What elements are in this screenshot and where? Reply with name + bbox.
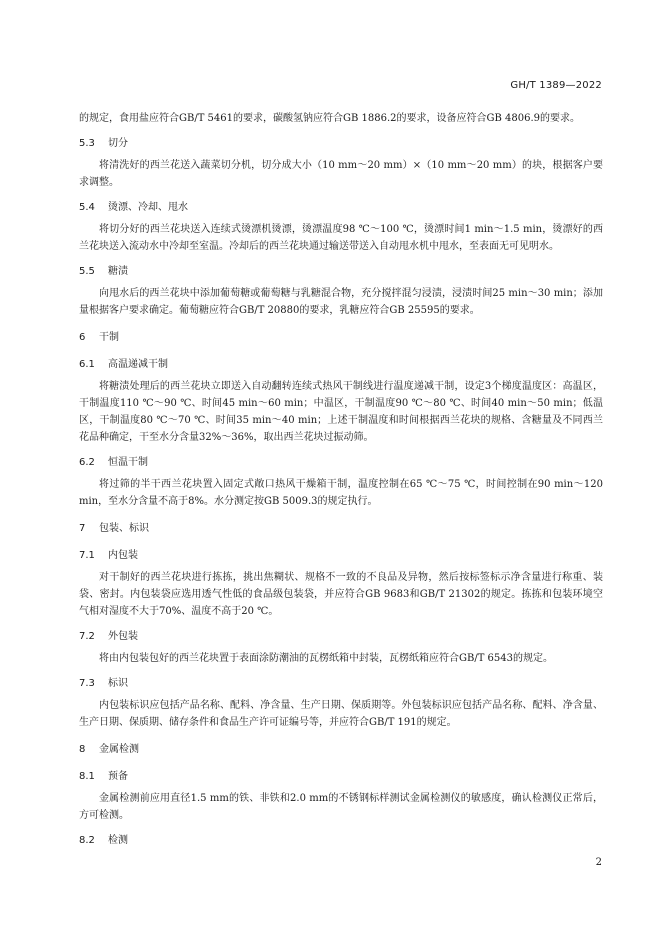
page-number: 2 <box>595 857 602 868</box>
section-title: 切分 <box>108 138 128 149</box>
section-number: 7.3 <box>79 678 95 689</box>
section-heading-6-2 <box>79 454 603 471</box>
chapter-title: 金属检测 <box>99 744 139 755</box>
chapter-number: 6 <box>79 332 86 343</box>
chapter-heading-8 <box>79 741 603 758</box>
section-heading-5-3 <box>79 135 603 152</box>
section-number: 5.5 <box>79 266 95 277</box>
section-number: 8.2 <box>79 835 95 846</box>
chapter-heading-7 <box>79 520 603 537</box>
section-heading-5-5 <box>79 263 603 280</box>
section-number: 6.2 <box>79 457 95 468</box>
section-text-6-1: 将糖渍处理后的西兰花块立即送入自动翻转连续式热风干制线进行温度递减干制，设定3个梯度温度区：高温区，干制温度110 ℃～90 ℃、时间45 min～60 min；中温区，干制温度90 ℃～80 ℃、时间40 min～50 min；低温区，干制温度80 ℃～70 ℃、时间35 min～40 min；上述干制温度和时间根据西兰花块的规格、含糖量及不同西兰花品种确定，干至水分含量32%～36%，取出西兰花块过振动筛。 <box>79 381 603 443</box>
section-heading-7-3 <box>79 675 603 692</box>
section-title: 恒温干制 <box>108 457 148 468</box>
section-text-5-3: 将清洗好的西兰花送入蔬菜切分机，切分成大小（10 mm～20 mm）×（10 mm～20 mm）的块，根据客户要求调整。 <box>79 160 603 188</box>
section-heading-5-4 <box>79 199 603 216</box>
section-number: 7.1 <box>79 550 95 561</box>
chapter-number: 7 <box>79 523 86 534</box>
section-heading-8-1 <box>79 768 603 785</box>
section-text-5-4: 将切分好的西兰花块送入连续式烫漂机烫漂，烫漂温度98 ℃～100 ℃，烫漂时间1 min～1.5 min，烫漂好的西兰花块送入流动水中冷却至室温。冷却后的西兰花块通过输送带送入自动甩水机中甩水，至表面无可见明水。 <box>79 224 603 252</box>
section-number: 5.4 <box>79 202 95 213</box>
section-heading-7-2 <box>79 628 603 645</box>
document-body <box>79 110 603 854</box>
section-title: 内包装 <box>108 550 138 561</box>
chapter-heading-6 <box>79 329 603 346</box>
standard-id-header: GH/T 1389—2022 <box>510 80 602 91</box>
section-number: 7.2 <box>79 631 95 642</box>
section-heading-7-1 <box>79 547 603 564</box>
section-number: 6.1 <box>79 359 95 370</box>
section-title: 烫漂、冷却、甩水 <box>108 202 188 213</box>
section-title: 高温递减干制 <box>108 359 168 370</box>
section-number: 5.3 <box>79 138 95 149</box>
section-title: 检测 <box>108 835 128 846</box>
intro-paragraph: 的规定，食用盐应符合GB/T 5461的要求，碳酸氢钠应符合GB 1886.2的要求，设备应符合GB 4806.9的要求。 <box>79 113 581 124</box>
section-title: 外包装 <box>108 631 138 642</box>
section-text-6-2: 将过筛的半干西兰花块置入固定式敞口热风干燥箱干制，温度控制在65 ℃～75 ℃，时间控制在90 min～120 min，至水分含量不高于8%。水分测定按GB 5009.3的规定执行。 <box>79 479 603 507</box>
section-text-8-1: 金属检测前应用直径1.5 mm的铁、非铁和2.0 mm的不锈钢标样测试金属检测仪的敏感度，确认检测仪正常后，方可检测。 <box>79 793 603 821</box>
section-text-7-2: 将由内包装包好的西兰花块置于表面涂防潮油的瓦楞纸箱中封装，瓦楞纸箱应符合GB/T 6543的规定。 <box>99 653 554 664</box>
section-number: 8.1 <box>79 771 95 782</box>
section-heading-8-2 <box>79 832 603 849</box>
chapter-title: 包装、标识 <box>99 523 149 534</box>
section-title: 糖渍 <box>108 266 128 277</box>
section-heading-6-1 <box>79 356 603 373</box>
section-text-7-3: 内包装标识应包括产品名称、配料、净含量、生产日期、保质期等。外包装标识应包括产品名称、配料、净含量、生产日期、保质期、储存条件和食品生产许可证编号等，并应符合GB/T 191的规定。 <box>79 700 603 728</box>
section-title: 标识 <box>108 678 128 689</box>
chapter-title: 干制 <box>99 332 119 343</box>
chapter-number: 8 <box>79 744 86 755</box>
section-title: 预备 <box>108 771 128 782</box>
section-text-7-1: 对干制好的西兰花块进行拣拣，挑出焦糊状、规格不一致的不良品及异物，然后按标签标示净含量进行称重、装袋、密封。内包装袋应选用透气性低的食品级包装袋，并应符合GB 9683和GB/T 21302的规定。拣拣和包装环境空气相对湿度不大于70%、温度不高于20 ℃。 <box>79 572 603 617</box>
section-text-5-5: 向甩水后的西兰花块中添加葡萄糖或葡萄糖与乳糖混合物，充分搅拌混匀浸渍，浸渍时间25 min～30 min；添加量根据客户要求确定。葡萄糖应符合GB/T 20880的要求，乳糖应符合GB 25595的要求。 <box>79 288 603 316</box>
